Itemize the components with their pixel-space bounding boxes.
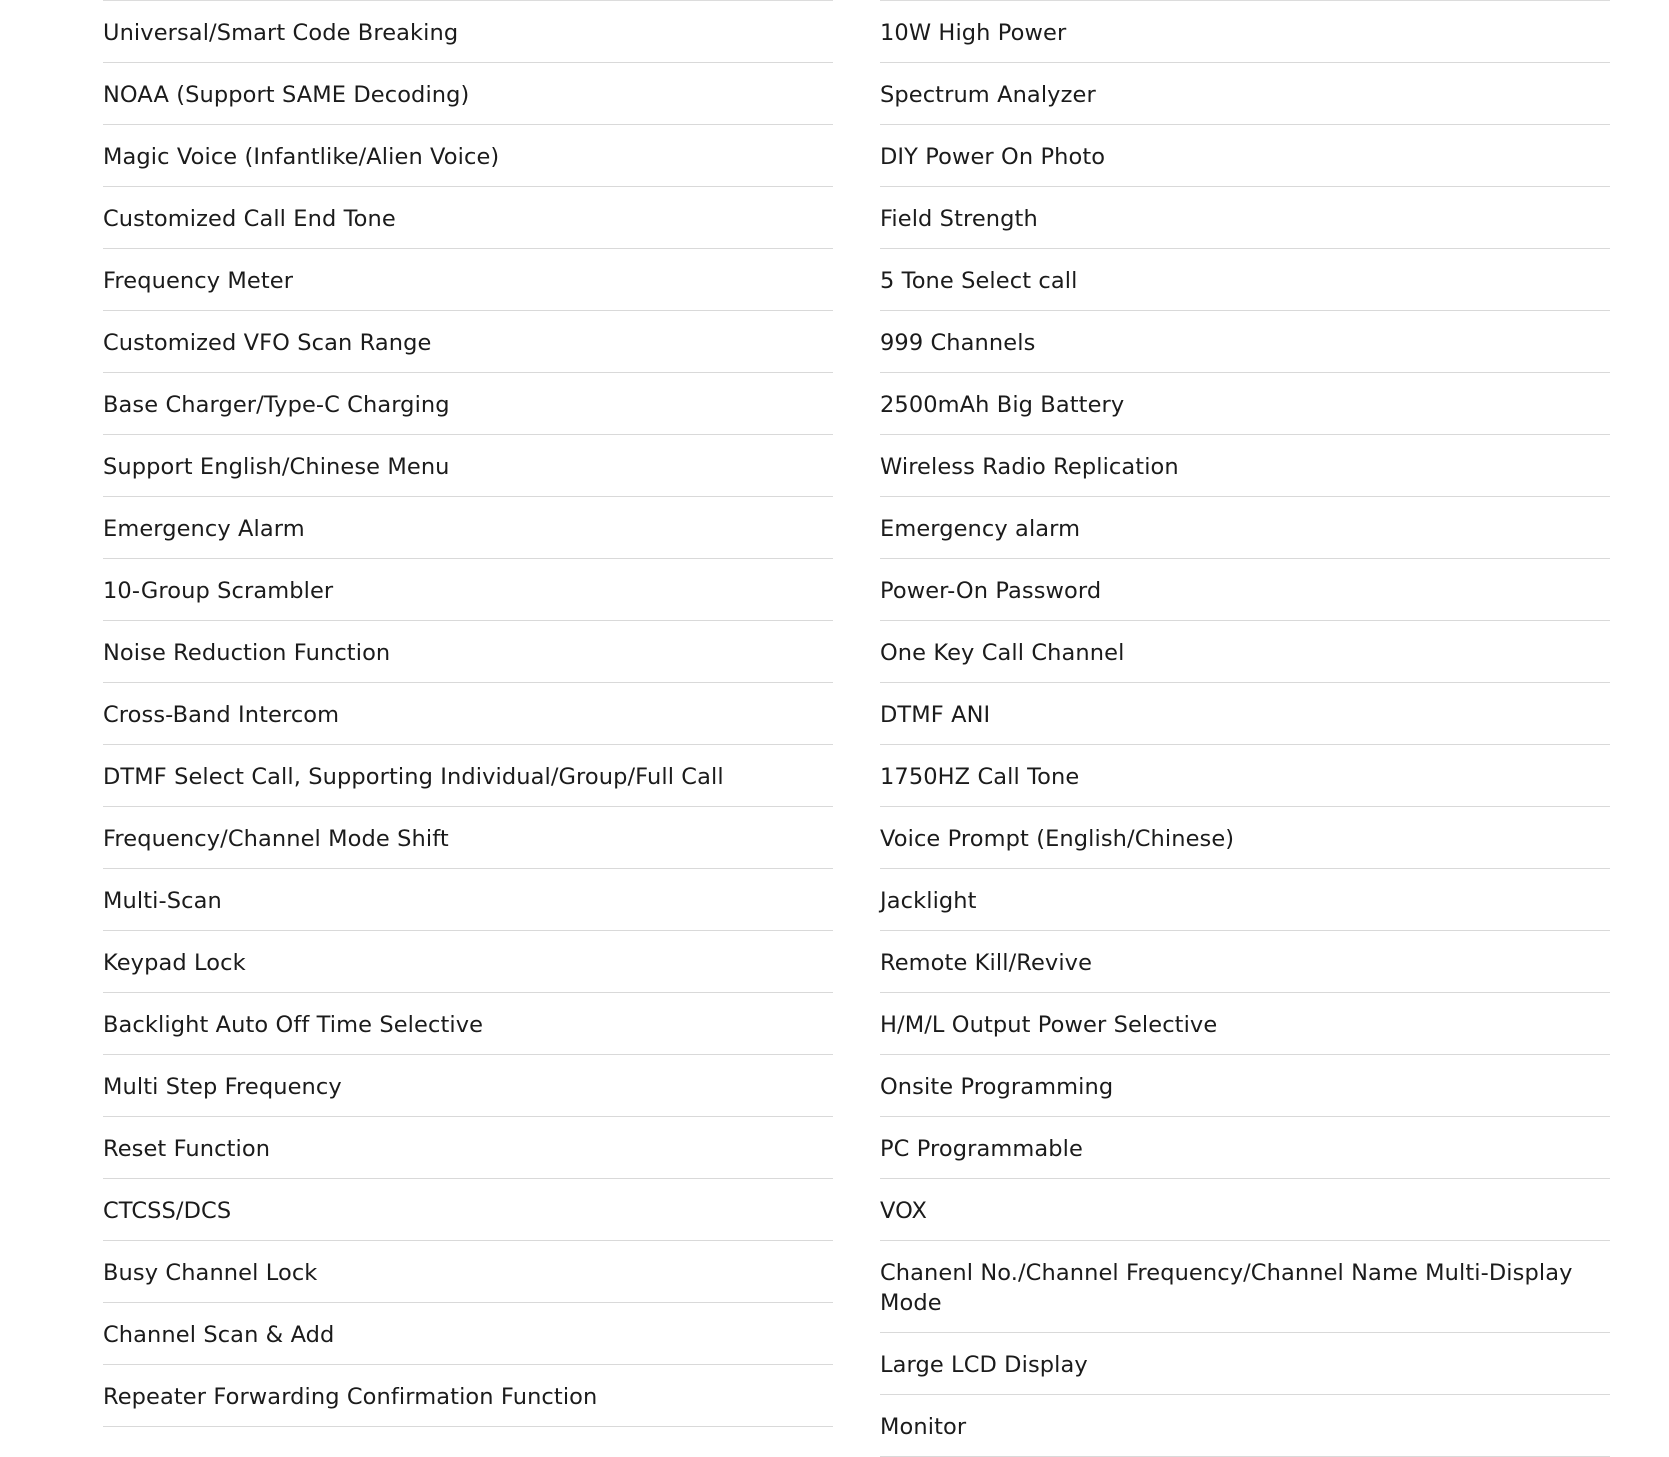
feature-item: CTCSS/DCS — [103, 1179, 833, 1241]
feature-item: NOAA (Support SAME Decoding) — [103, 63, 833, 125]
feature-item: Jacklight — [880, 869, 1610, 931]
feature-item: Chanenl No./Channel Frequency/Channel Name Multi-Display Mode — [880, 1241, 1610, 1333]
feature-item: 999 Channels — [880, 311, 1610, 373]
feature-item: Magic Voice (Infantlike/Alien Voice) — [103, 125, 833, 187]
feature-item: 1750HZ Call Tone — [880, 745, 1610, 807]
feature-item: PC Programmable — [880, 1117, 1610, 1179]
feature-item: DIY Power On Photo — [880, 125, 1610, 187]
feature-item: 2500mAh Big Battery — [880, 373, 1610, 435]
feature-item: Frequency/Channel Mode Shift — [103, 807, 833, 869]
feature-item: Remote Kill/Revive — [880, 931, 1610, 993]
feature-item: Spectrum Analyzer — [880, 63, 1610, 125]
feature-item: DTMF ANI — [880, 683, 1610, 745]
feature-item: Keypad Lock — [103, 931, 833, 993]
feature-item: Field Strength — [880, 187, 1610, 249]
feature-item: Large LCD Display — [880, 1333, 1610, 1395]
feature-item: DTMF Select Call, Supporting Individual/Group/Full Call — [103, 745, 833, 807]
feature-item: Voice Prompt (English/Chinese) — [880, 807, 1610, 869]
feature-item: Customized Call End Tone — [103, 187, 833, 249]
feature-item: 10W High Power — [880, 1, 1610, 63]
feature-item: Emergency Alarm — [103, 497, 833, 559]
feature-item: 5 Tone Select call — [880, 249, 1610, 311]
feature-item: Universal/Smart Code Breaking — [103, 1, 833, 63]
feature-item: Noise Reduction Function — [103, 621, 833, 683]
feature-item: Emergency alarm — [880, 497, 1610, 559]
feature-item: Frequency Meter — [103, 249, 833, 311]
feature-item: Base Charger/Type-C Charging — [103, 373, 833, 435]
feature-item: Monitor — [880, 1395, 1610, 1457]
feature-item: Busy Channel Lock — [103, 1241, 833, 1303]
features-table — [103, 0, 1610, 1457]
feature-item: Multi-Scan — [103, 869, 833, 931]
feature-item: Channel Scan & Add — [103, 1303, 833, 1365]
feature-item: Support English/Chinese Menu — [103, 435, 833, 497]
features-column-right — [880, 0, 1610, 1457]
feature-item: VOX — [880, 1179, 1610, 1241]
feature-item: Multi Step Frequency — [103, 1055, 833, 1117]
feature-item: Wireless Radio Replication — [880, 435, 1610, 497]
feature-item: Reset Function — [103, 1117, 833, 1179]
feature-item: Cross-Band Intercom — [103, 683, 833, 745]
feature-item: One Key Call Channel — [880, 621, 1610, 683]
feature-item: Power-On Password — [880, 559, 1610, 621]
feature-item: Onsite Programming — [880, 1055, 1610, 1117]
feature-item: Backlight Auto Off Time Selective — [103, 993, 833, 1055]
feature-item: H/M/L Output Power Selective — [880, 993, 1610, 1055]
feature-item: Customized VFO Scan Range — [103, 311, 833, 373]
feature-item: Repeater Forwarding Confirmation Function — [103, 1365, 833, 1427]
feature-item: 10-Group Scrambler — [103, 559, 833, 621]
features-column-left — [103, 0, 833, 1457]
